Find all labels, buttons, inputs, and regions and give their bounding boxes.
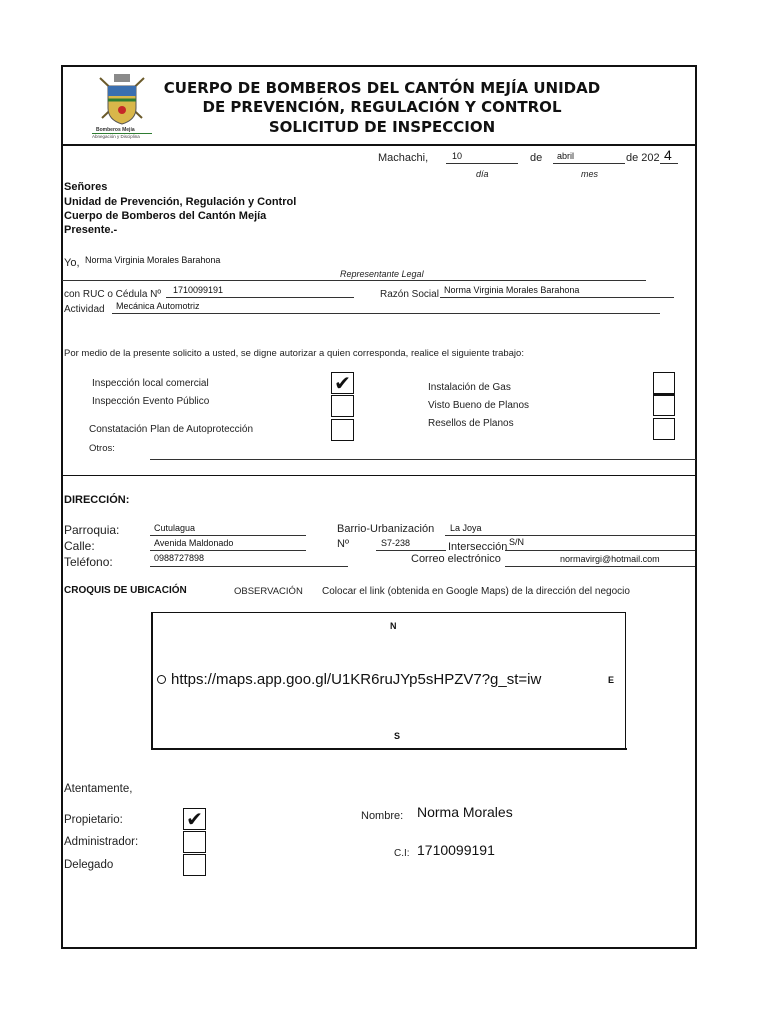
delegado-label: Delegado — [64, 859, 114, 871]
numero-label: Nº — [337, 538, 349, 550]
interseccion-label: Intersección — [448, 541, 508, 553]
razon-social-line — [440, 297, 674, 298]
barrio-value[interactable]: La Joya — [450, 523, 482, 533]
option-checkbox-evento-publico[interactable] — [331, 395, 354, 417]
map-box-top-border — [151, 612, 625, 613]
logo-name: Bomberos Mejía — [96, 127, 135, 133]
date-de: de — [530, 152, 543, 164]
observacion-label: OBSERVACIÓN — [234, 586, 303, 597]
date-month[interactable]: abril — [557, 151, 575, 161]
ci-label: C.I: — [394, 848, 410, 859]
option-label-plan-autoproteccion: Constatación Plan de Autoprotección — [89, 424, 253, 435]
option-checkbox-resellos[interactable] — [653, 418, 675, 440]
calle-label: Calle: — [64, 539, 95, 553]
compass-south: S — [394, 731, 401, 741]
delegado-checkbox[interactable] — [183, 854, 206, 876]
option-checkbox-instalacion-gas[interactable] — [653, 372, 675, 394]
telefono-line — [150, 566, 348, 567]
option-label-evento-publico: Inspección Evento Público — [92, 396, 210, 407]
administrador-checkbox[interactable] — [183, 831, 206, 853]
addressee-line3: Cuerpo de Bomberos del Cantón Mejía — [64, 210, 267, 222]
applicant-name-line — [62, 280, 646, 281]
nombre-label: Nombre: — [361, 810, 404, 822]
numero-value[interactable]: S7-238 — [381, 538, 411, 548]
date-year-prefix: de 202 — [626, 152, 660, 164]
razon-social-label: Razón Social — [380, 289, 439, 300]
date-month-line — [553, 163, 625, 164]
applicant-name[interactable]: Norma Virginia Morales Barahona — [85, 255, 221, 265]
address-divider — [61, 475, 697, 476]
map-box-right-border — [625, 612, 626, 750]
option-label-instalacion-gas: Instalación de Gas — [428, 382, 511, 393]
option-checkbox-plan-autoproteccion[interactable] — [331, 419, 354, 441]
actividad-value[interactable]: Mecánica Automotriz — [116, 301, 200, 311]
map-link[interactable]: https://maps.app.goo.gl/U1KR6ruJYp5sHPZV7?g_st=iw — [171, 671, 542, 688]
logo-motto: Abnegación y Disciplina — [92, 134, 140, 139]
addressee-line1: Señores — [64, 181, 108, 193]
date-day[interactable]: 10 — [452, 151, 463, 161]
ci-value[interactable]: 1710099191 — [417, 842, 495, 858]
telefono-value[interactable]: 0988727898 — [154, 553, 205, 563]
barrio-label: Barrio-Urbanización — [337, 523, 435, 535]
correo-line — [505, 566, 695, 567]
map-link-bullet-icon — [157, 675, 166, 684]
date-year-digit[interactable]: 4 — [664, 147, 672, 163]
parroquia-line — [150, 535, 306, 536]
propietario-checkbox[interactable] — [183, 808, 206, 830]
parroquia-label: Parroquia: — [64, 523, 120, 537]
barrio-line — [445, 535, 695, 536]
correo-label: Correo electrónico — [411, 553, 501, 565]
ruc-value[interactable]: 1710099191 — [173, 285, 224, 295]
logo-underline — [92, 133, 152, 134]
check-mark-icon: ✔ — [186, 807, 203, 831]
page-title-line2: DE PREVENCIÓN, REGULACIÓN Y CONTROL — [202, 98, 562, 116]
numero-line — [376, 550, 446, 551]
addressee-line2: Unidad de Prevención, Regulación y Control — [64, 196, 297, 208]
razon-social-value[interactable]: Norma Virginia Morales Barahona — [444, 285, 580, 295]
representante-label: Representante Legal — [340, 269, 424, 279]
atentamente: Atentamente, — [64, 783, 133, 795]
correo-value[interactable]: normavirgi@hotmail.com — [560, 554, 660, 564]
otros-label: Otros: — [89, 443, 115, 454]
compass-east: E — [608, 675, 615, 685]
option-label-visto-bueno: Visto Bueno de Planos — [428, 400, 530, 411]
option-checkbox-visto-bueno[interactable] — [653, 394, 675, 416]
telefono-label: Teléfono: — [64, 555, 113, 569]
addressee-line4: Presente.- — [64, 224, 118, 236]
yo-label: Yo, — [64, 257, 80, 269]
date-month-label: mes — [581, 169, 599, 179]
date-year-line — [660, 163, 678, 164]
request-intro: Por medio de la presente solicito a usted, se digne autorizar a quien corresponda, realice el siguiente trabajo: — [64, 348, 524, 359]
date-day-line — [446, 163, 518, 164]
actividad-label: Actividad — [64, 304, 105, 315]
address-heading: DIRECCIÓN: — [64, 494, 130, 506]
calle-line — [150, 550, 306, 551]
observacion-text: Colocar el link (obtenida en Google Maps) de la dirección del negocio — [322, 586, 630, 597]
parroquia-value[interactable]: Cutulagua — [154, 523, 196, 533]
ruc-label: con RUC o Cédula Nº — [64, 289, 162, 300]
calle-value[interactable]: Avenida Maldonado — [154, 538, 234, 548]
propietario-label: Propietario: — [64, 814, 123, 826]
otros-line[interactable] — [150, 459, 696, 460]
page-title-line1: CUERPO DE BOMBEROS DEL CANTÓN MEJÍA UNIDAD — [163, 79, 601, 97]
interseccion-line — [505, 550, 695, 551]
header-divider — [61, 144, 697, 146]
ruc-line — [166, 297, 354, 298]
interseccion-value[interactable]: S/N — [509, 537, 525, 547]
check-mark-icon: ✔ — [334, 371, 351, 395]
option-label-local-comercial: Inspección local comercial — [92, 378, 209, 389]
option-checkbox-local-comercial[interactable] — [331, 372, 354, 394]
compass-north: N — [390, 621, 397, 631]
actividad-line — [112, 313, 660, 314]
option-label-resellos: Resellos de Planos — [428, 418, 514, 429]
date-place: Machachi, — [378, 152, 429, 164]
date-day-label: día — [476, 169, 489, 179]
administrador-label: Administrador: — [64, 836, 139, 848]
nombre-value[interactable]: Norma Morales — [417, 804, 513, 820]
page-title-line3: SOLICITUD DE INSPECCION — [268, 118, 496, 136]
croquis-heading: CROQUIS DE UBICACIÓN — [64, 585, 187, 596]
